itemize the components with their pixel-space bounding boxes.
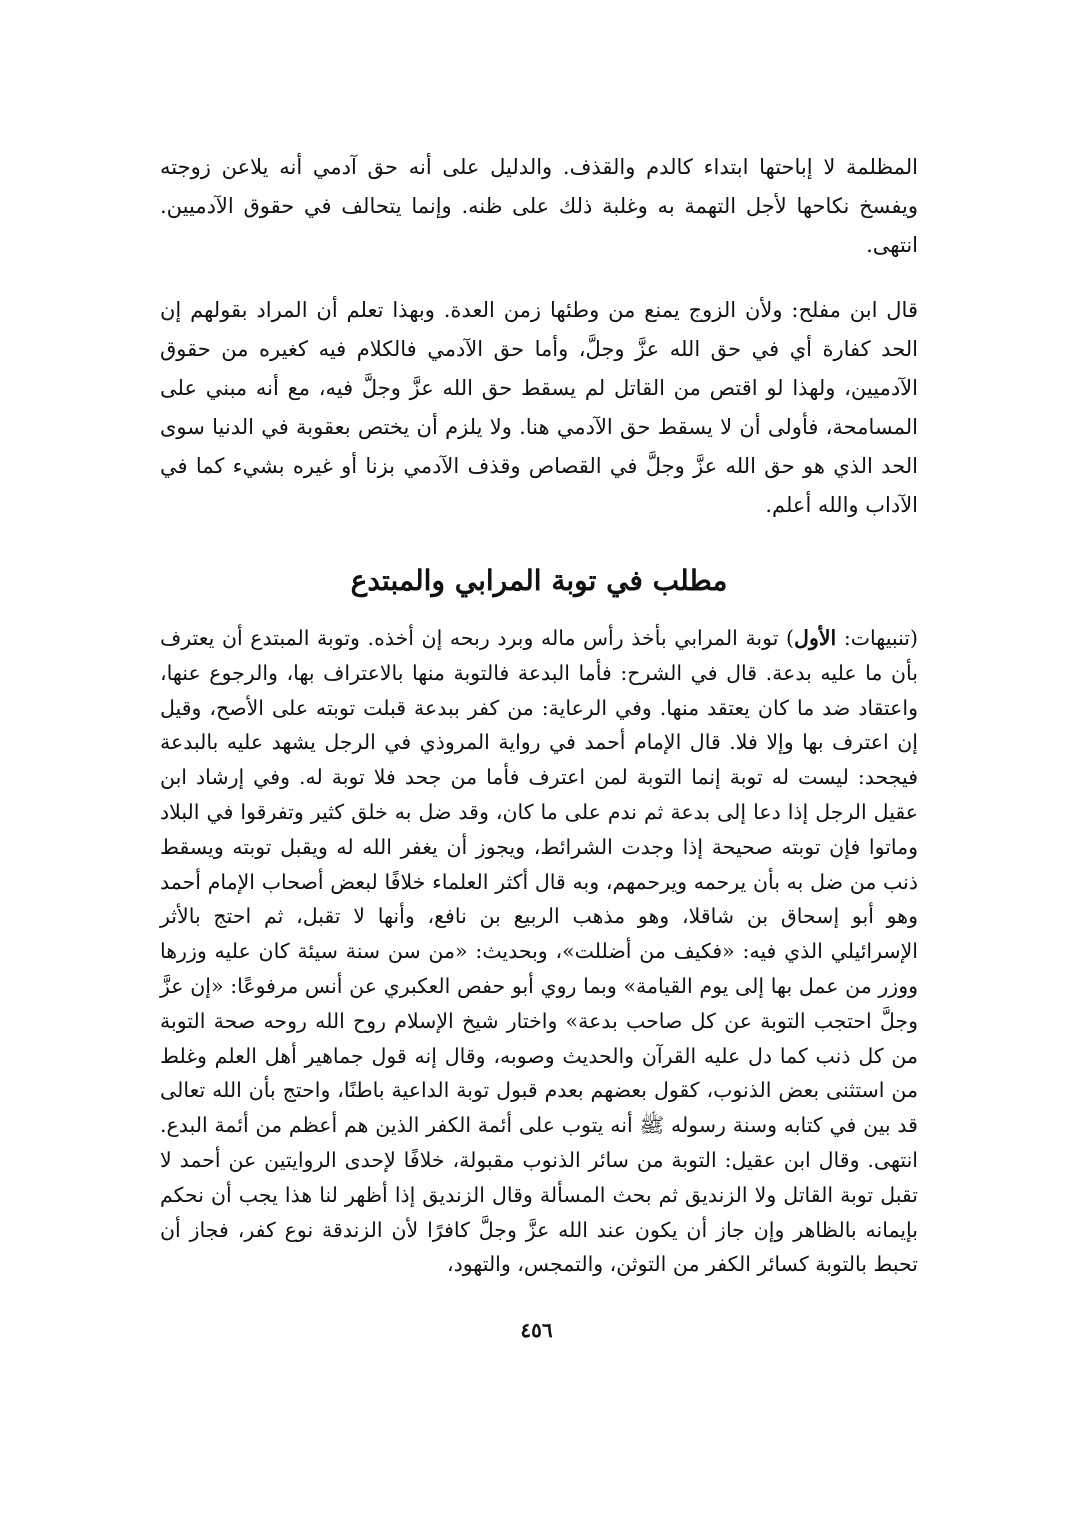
paragraph-3-body: توبة المرابي بأخذ رأس ماله وبرد ربحه إن أخذه. وتوبة المبتدع أن يعترف بأن ما عليه بدعة. قال في الشرح: فأما البدعة فالتوبة منها بالاعتراف بها، والرجوع عنها، واعتقاد ضد ما كان يعتقد منها. وفي الرعاية: من كفر ببدعة قبلت توبته على الأصح، وقيل إن اعترف بها وإلا فلا. قال الإمام أحمد في رواية المروذي في الرجل يشهد عليه بالبدعة فيجحد: ليست له توبة إنما التوبة لمن اعترف فأما من جحد فلا توبة له. وفي إرشاد ابن عقيل الرجل إذا دعا إلى بدعة ثم ندم على ما كان، وقد ضل به خلق كثير وتفرقوا في البلاد وماتوا فإن توبته صحيحة إذا وجدت الشرائط، ويجوز أن يغفر الله له ويقبل توبته ويسقط ذنب من ضل به بأن يرحمه ويرحمهم، وبه قال أكثر العلماء خلافًا لبعض أصحاب الإمام أحمد وهو أبو إسحاق بن شاقلا، وهو مذهب الربيع بن نافع، وأنها لا تقبل، ثم احتج بالأثر الإسرائيلي الذي فيه: «فكيف من أضللت»، وبحديث: «من سن سنة سيئة كان عليه وزرها ووزر من عمل بها إلى يوم القيامة» وبما روي أبو حفص العكبري عن أنس مرفوعًا: «إن عزَّ وجلَّ احتجب التوبة عن كل صاحب بدعة» واختار شيخ الإسلام روح الله روحه صحة التوبة من كل ذنب كما دل عليه القرآن والحديث وصوبه، وقال إنه قول جماهير أهل العلم وغلط من استثنى بعض الذنوب، كقول بعضهم بعدم قبول توبة الداعية باطنًا، واحتج بأن الله تعالى قد بين في كتابه وسنة رسوله ﷺ أنه يتوب على أئمة الكفر الذين هم أعظم من أئمة البدع. انتهى. وقال ابن عقيل: التوبة من سائر الذنوب مقبولة، خلافًا لإحدى الروايتين عن أحمد لا تقبل توبة القاتل ولا الزنديق ثم بحث المسألة وقال الزنديق إذا أظهر لنا هذا يجب أن نحكم بإيمانه بالظاهر وإن جاز أن يكون عند الله عزَّ وجلَّ كافرًا لأن الزندقة نوع كفر، فجاز أن تحبط بالتوبة كسائر الكفر من التوثن، والتمجس، والتهود، bbox=[160, 626, 918, 1277]
paragraph-1: المظلمة لا إباحتها ابتداء كالدم والقذف. والدليل على أنه حق آدمي أنه يلاعن زوجته ويفسخ نكاحها لأجل التهمة به وغلبة ذلك على ظنه. وإنما يتحالف في حقوق الآدميين. انتهى. bbox=[160, 155, 918, 257]
paragraph-2: قال ابن مفلح: ولأن الزوج يمنع من وطئها زمن العدة. وبهذا تعلم أن المراد بقولهم إن الحد كفارة أي في حق الله عزَّ وجلَّ، وأما حق الآدمي فالكلام فيه كغيره من حقوق الآدميين، ولهذا لو اقتص من القاتل لم يسقط حق الله عزَّ وجلَّ فيه، مع أنه مبني على المسامحة، فأولى أن لا يسقط حق الآدمي هنا. ولا يلزم أن يختص بعقوبة في الدنيا سوى الحد الذي هو حق الله عزَّ وجلَّ في القصاص وقذف الآدمي بزنا أو غيره بشيء كما في الآداب والله أعلم. bbox=[160, 298, 918, 517]
page-number: ٤٥٦ bbox=[520, 1318, 553, 1342]
page-body bbox=[160, 148, 918, 1282]
paragraph-3 bbox=[160, 621, 918, 1282]
note-intro-emphasis: الأول bbox=[794, 626, 837, 650]
section-heading: مطلب في توبة المرابي والمبتدع bbox=[350, 564, 728, 597]
note-intro-open: (تنبيهات: bbox=[836, 626, 918, 650]
note-intro-close: ) bbox=[786, 626, 795, 650]
